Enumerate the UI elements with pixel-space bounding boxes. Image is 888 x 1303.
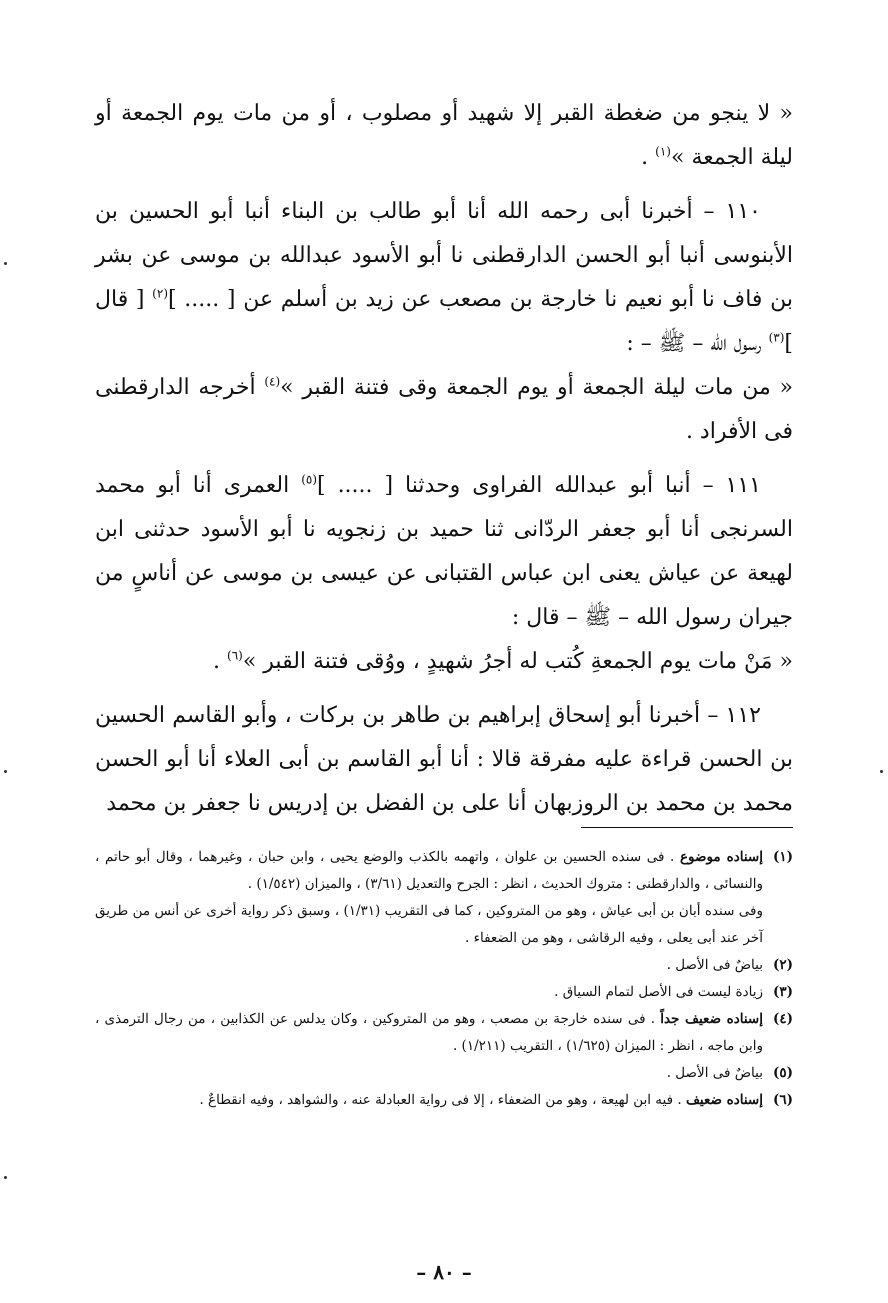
footnote-text: . فى سنده الحسين بن علوان ، واتهمه بالكذب والوضع يحيى ، وابن حبان ، وغيرهما ، وقال أبو حاتم ، والنسائى ، والدارقطنى : متروك الحديث ، انظر : الجرح والتعديل (٣/٦١) ، والميزان (١/٥٤٢) .: [95, 849, 763, 892]
footnote-body: [95, 1006, 763, 1060]
footnote-3: [95, 979, 793, 1006]
isnad-text: العمرى أنا أبو محمد السرنجى أنا أبو جعفر الردّانى ثنا حميد بن زنجويه نا أبو الأسود حدثنى ابن لهيعة عن عياش يعنى ابن عباس القتبانى عن عيسى بن موسى عن أناسٍ من جيران رسول الله – ﷺ – قال :: [95, 473, 793, 630]
grading-label: إسناده ضعيف جداً: [660, 1011, 763, 1027]
footnote-ref: (٤): [264, 374, 281, 389]
footnote-1-continued: [95, 898, 793, 952]
footnote-ref: (٥): [301, 472, 318, 487]
footnote-number: (١): [772, 849, 793, 865]
hadith-text-paragraph: « لا ينجو من ضغطة القبر إلا شهيد أو مصلوب ، أو من مات يوم الجمعة أو ليلة الجمعة »$^{(١)}$ .: [95, 101, 793, 170]
grading-label: إسناده ضعيف: [685, 1092, 763, 1108]
grading-label: إسناده موضوع: [679, 849, 763, 865]
main-text: [95, 92, 793, 826]
footnote-text: . فى سنده خارجة بن مصعب ، وهو من المتروكين ، وكان يدلس عن الكذابين ، من رجال الترمذى ، وابن ماجه ، انظر : الميزان (١/٦٢٥) ، التقريب (١/٢١١) .: [95, 1011, 763, 1054]
hadith-text-paragraph: [95, 366, 793, 454]
footnote-number: (٣): [772, 984, 793, 1000]
footnote-number: (٢): [772, 957, 793, 973]
scan-mark: [4, 770, 7, 773]
takhrij-text: أخرجه الدارقطنى فى الأفراد .: [95, 375, 793, 444]
hadith-text: « لا ينجو من ضغطة القبر إلا شهيد أو مصلوب ، أو من مات يوم الجمعة أو ليلة الجمعة »: [95, 101, 793, 170]
isnad-text: رسول الله – ﷺ – :: [626, 331, 769, 356]
hadith-text: « مَنْ مات يوم الجمعةِ كُتب له أجرُ شهيدٍ ، ووُقى فتنة القبر »: [242, 649, 793, 674]
punctuation: .: [213, 649, 228, 674]
footnote-separator: [581, 827, 793, 828]
footnote-text: بياضٌ فى الأصل .: [666, 1065, 763, 1081]
footnotes: [95, 844, 793, 1114]
footnote-2: [95, 952, 793, 979]
footnote-ref: (٢): [152, 286, 168, 301]
footnote-body: [95, 1087, 763, 1114]
entry-110: [95, 190, 793, 366]
isnad-text: [ قال ]: [95, 287, 793, 356]
isnad-text: ١١١ – أنبا أبو عبدالله الفراوى وحدثنا [ ..... ]: [317, 473, 761, 498]
footnote-text: . فيه ابن لهيعة ، وهو من الضعفاء ، إلا فى رواية العبادلة عنه ، والشواهد ، وفيه انقطاعٌ .: [199, 1092, 686, 1108]
footnote-body: [95, 844, 763, 898]
footnote-text: بياضٌ فى الأصل .: [666, 957, 763, 973]
footnote-number: (٦): [772, 1092, 793, 1108]
footnote-ref: (٦): [227, 648, 243, 663]
page-number: – ٨٠ –: [416, 1260, 472, 1284]
footnote-number: (٤): [772, 1011, 793, 1027]
footnote-1: [95, 844, 793, 898]
footnote-text: وفى سنده أبان بن أبى عياش ، وهو من المتروكين ، كما فى التقريب (١/٣١) ، وسبق ذكر رواية أخرى عن أنس من طريق آخر عند أبى يعلى ، وفيه الرقاشى ، وهو من الضعفاء .: [95, 903, 763, 946]
footnote-ref: (٣): [768, 330, 785, 345]
entry-111: [95, 464, 793, 640]
footnote-6: [95, 1087, 793, 1114]
hadith-text: « من مات ليلة الجمعة أو يوم الجمعة وقى فتنة القبر »: [280, 375, 794, 400]
footnote-ref: (١): [655, 144, 671, 159]
scan-mark: [4, 262, 7, 265]
entry-112: [95, 694, 793, 826]
footnote-5: [95, 1060, 793, 1087]
scan-mark: [4, 1176, 7, 1179]
scan-mark: [880, 770, 883, 773]
footnote-number: (٥): [772, 1065, 793, 1081]
footnote-text: زيادة ليست فى الأصل لتمام السياق .: [554, 984, 763, 1000]
book-page: [95, 92, 793, 1282]
isnad-text: ١١٠ – أخبرنا أبى رحمه الله أنا أبو طالب بن البناء أنبا أبو الحسين بن الأبنوسى أنبا أبو الحسن الدارقطنى نا أبو الأسود عبدالله بن موسى عن بشر بن فاف نا أبو نعيم نا خارجة بن مصعب عن زيد بن أسلم عن [ ..... ]: [95, 199, 793, 312]
footnote-4: [95, 1006, 793, 1060]
isnad-text: ١١٢ – أخبرنا أبو إسحاق إبراهيم بن طاهر بن بركات ، وأبو القاسم الحسين بن الحسن قراءة عليه مفرقة قالا : أنا أبو القاسم بن أبى العلاء أنا أبو الحسن محمد بن محمد بن الروزبهان أنا على بن الفضل بن إدريس نا جعفر بن محمد: [95, 703, 793, 816]
hadith-text-paragraph: [95, 640, 793, 684]
